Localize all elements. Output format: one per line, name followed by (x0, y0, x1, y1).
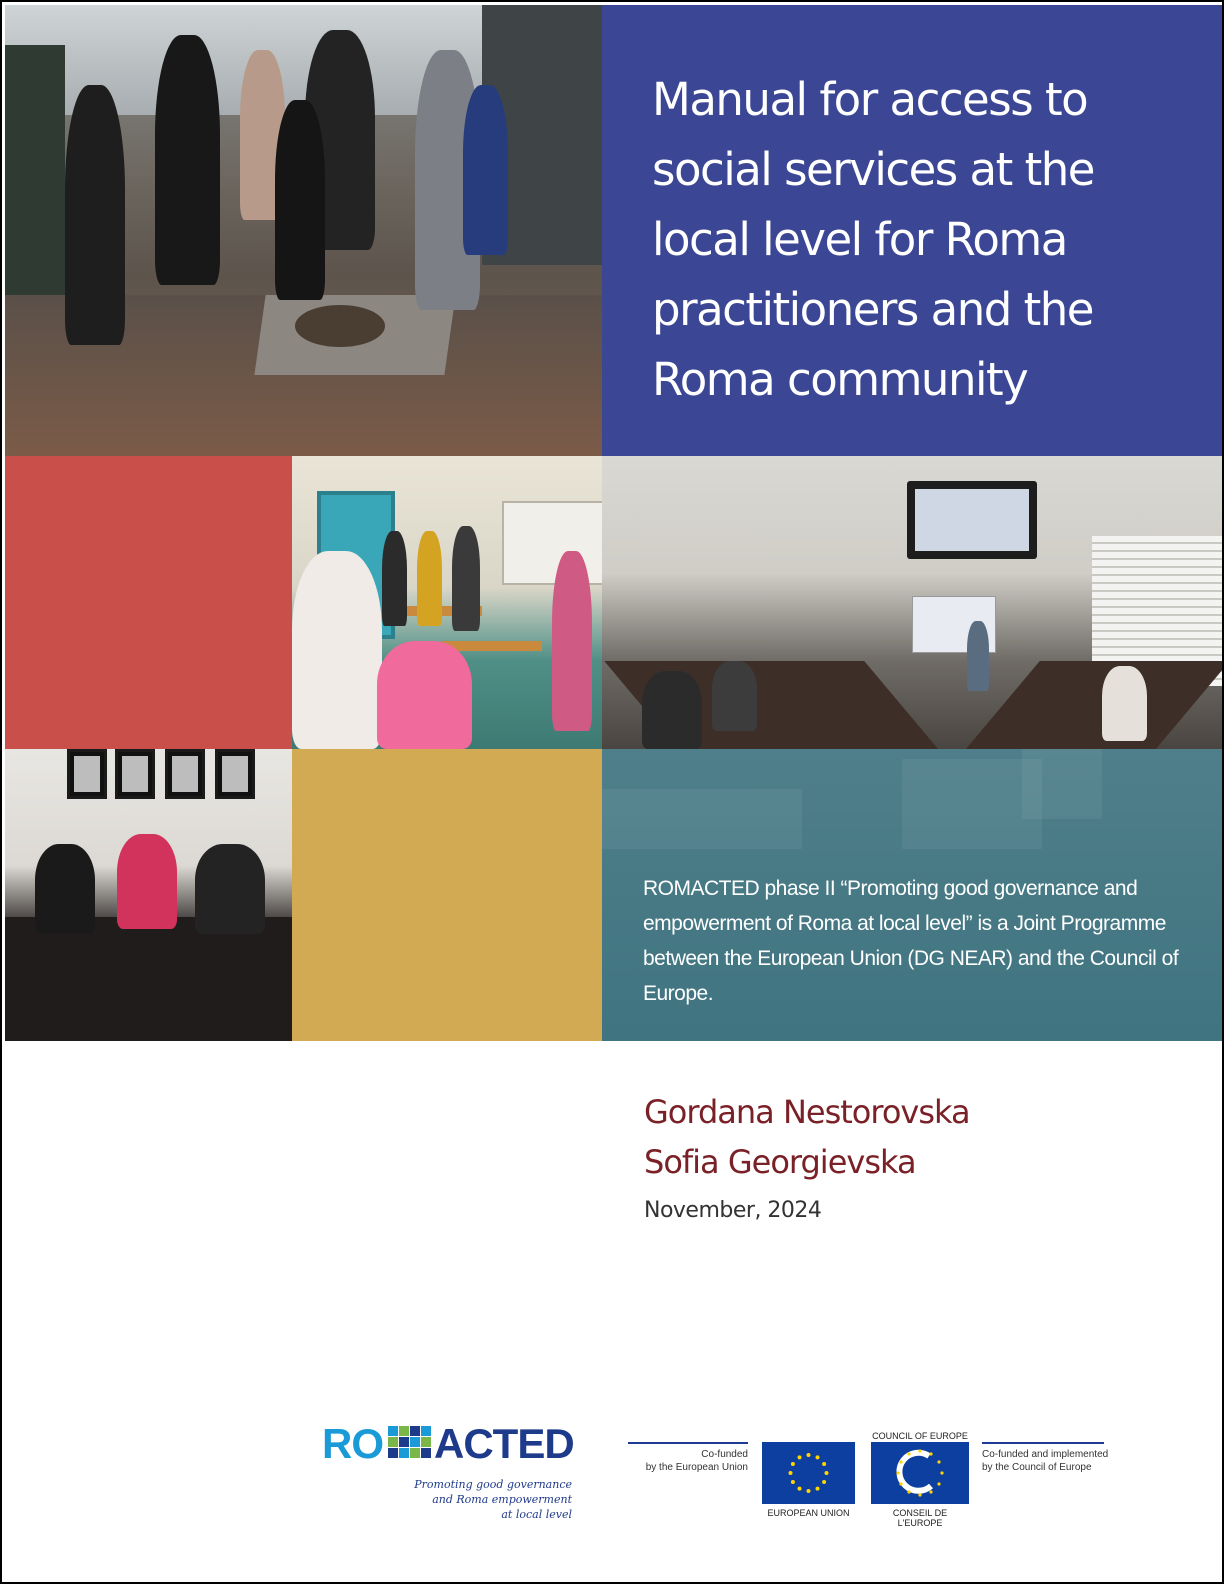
romacted-grid-icon (388, 1426, 432, 1466)
gold-color-block (292, 749, 602, 1041)
eu-cofunded-line: by the European Union (645, 1462, 748, 1473)
eu-label: EUROPEAN UNION (767, 1508, 850, 1518)
coe-cofunded-line: by the Council of Europe (982, 1462, 1092, 1473)
romacted-tagline (412, 1477, 572, 1522)
document-title: Manual for access to social services at the local level for Roma practitioners and the Roma community (652, 73, 1094, 406)
publication-date: November, 2024 (644, 1198, 822, 1223)
coe-logo-icon (871, 1442, 969, 1504)
eu-cofunded-line: Co-funded (701, 1449, 748, 1460)
coe-top-label: COUNCIL OF EUROPE (872, 1431, 968, 1441)
coe-bottom-label: CONSEIL DE L'EUROPE (892, 1508, 948, 1528)
tagline-line: and Roma empowerment (432, 1493, 572, 1506)
coe-divider (982, 1442, 1104, 1444)
eu-cofunded-text (628, 1448, 748, 1474)
programme-info-panel (602, 749, 1222, 1041)
conference-photo (602, 456, 1222, 749)
tagline-line: Promoting good governance (414, 1478, 572, 1491)
red-color-block (5, 456, 292, 749)
romacted-logo (322, 1420, 582, 1520)
classroom-photo (292, 456, 602, 749)
coe-cofunded-text (982, 1448, 1132, 1474)
programme-description: ROMACTED phase II “Promoting good governance and empowerment of Roma at local level” is a Joint Programme between the European Union (DG NEAR) and the Council of Europe. (643, 877, 1179, 1005)
street-community-photo (5, 5, 602, 456)
office-meeting-photo (5, 749, 292, 1041)
author-name: Gordana Nestorovska (644, 1093, 970, 1131)
eu-divider (628, 1442, 748, 1444)
author-name: Sofia Georgievska (644, 1143, 916, 1181)
coe-cofunded-line: Co-funded and implemented (982, 1449, 1109, 1460)
eu-flag-icon (762, 1442, 855, 1504)
tagline-line: at local level (501, 1508, 572, 1521)
romacted-logo-text-right: ACTED (434, 1420, 574, 1467)
romacted-logo-text-left: RO (322, 1420, 383, 1467)
title-panel (602, 5, 1222, 456)
authors (644, 1087, 970, 1187)
